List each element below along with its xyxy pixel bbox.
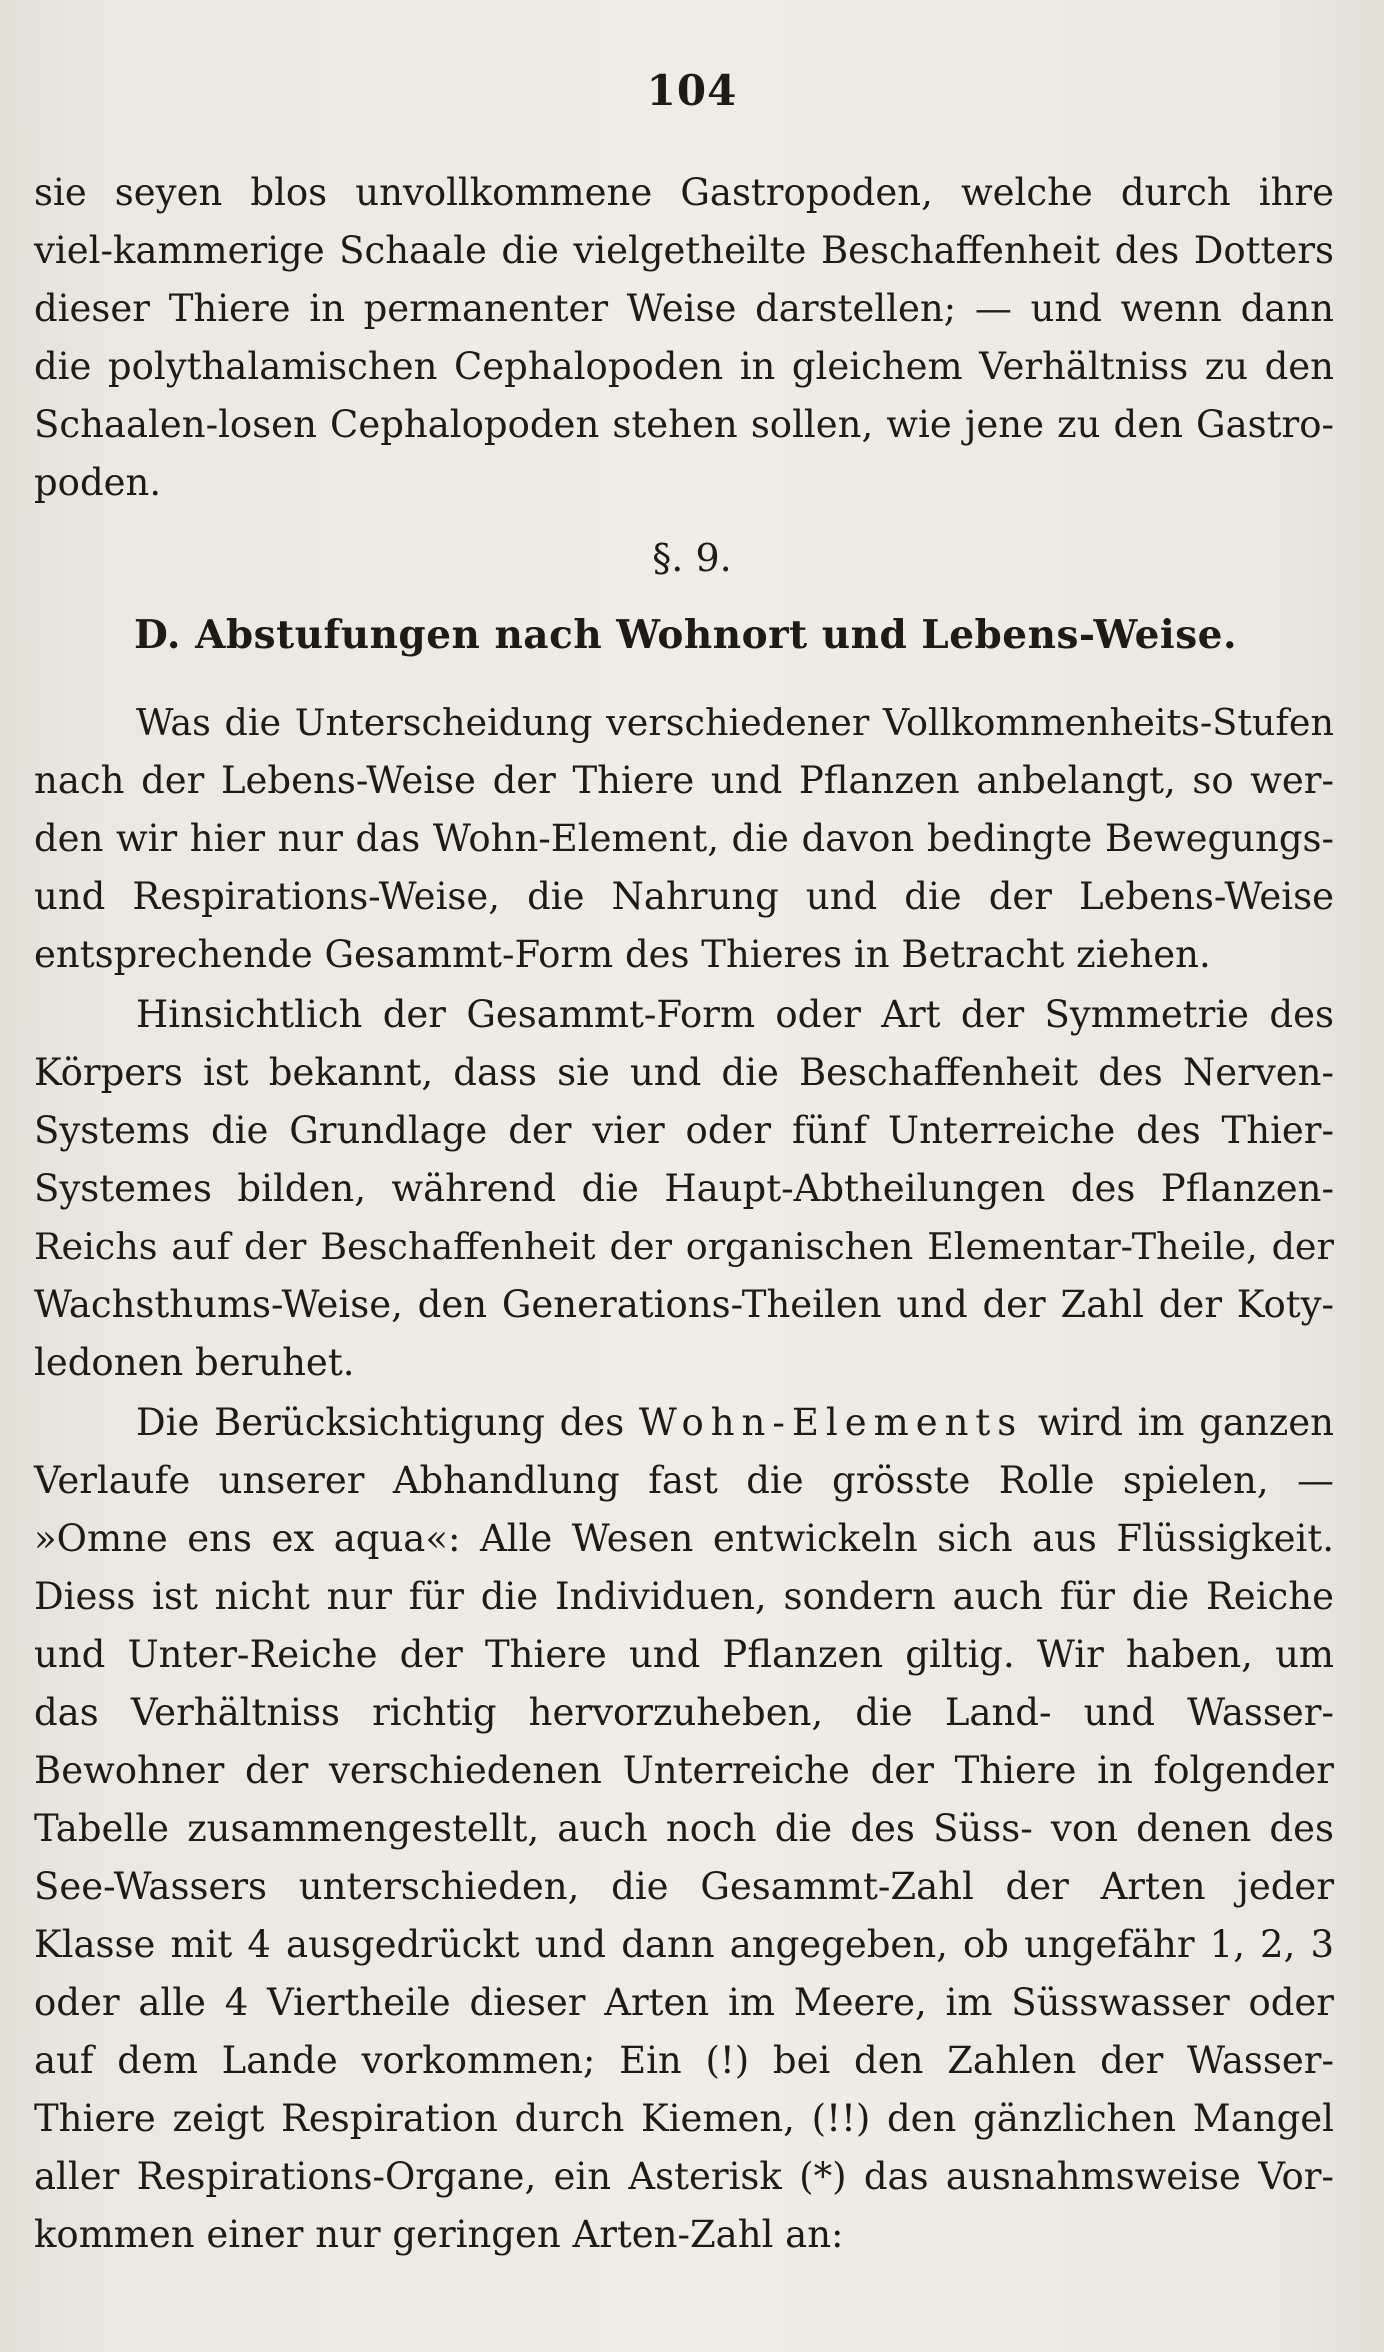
text-line: nach der Lebens-Weise der Thiere und Pflanzen anbelangt, so wer- [34,759,1334,802]
text-line: Systemes bilden, während die Haupt-Abtheilungen des Pflanzen- [34,1167,1334,1210]
text-line: Diess ist nicht nur für die Individuen, sondern auch für die Reiche [34,1575,1334,1618]
text-line: sie seyen blos unvollkommene Gastropoden, welche durch ihre [34,171,1334,214]
text-line: Reichs auf der Beschaffenheit der organischen Elementar-Theile, der [34,1225,1334,1268]
page-number: 104 [646,66,738,115]
text-line: Wachsthums-Weise, den Generations-Theilen und der Zahl der Koty- [34,1283,1334,1326]
text-line: auf dem Lande vorkommen; Ein (!) bei den Zahlen der Wasser- [34,2039,1334,2082]
section-heading: D. Abstufungen nach Wohnort und Lebens-Weise. [134,612,1238,658]
paragraph-1 [34,694,1334,984]
text-line: Bewohner der verschiedenen Unterreiche der Thiere in folgender [34,1749,1334,1792]
text-line: und Respirations-Weise, die Nahrung und die der Lebens-Weise [34,875,1334,918]
text-fragment: Die Berücksichtigung des [136,1401,625,1444]
text-fragment: wird im ganzen [1038,1401,1334,1444]
text-line: See-Wassers unterschieden, die Gesammt-Zahl der Arten jeder [34,1865,1334,1908]
text-line: Schaalen-losen Cephalopoden stehen sollen, wie jene zu den Gastro- [34,403,1334,446]
text-line: poden. [34,461,162,504]
paragraph-3 [34,1394,1334,2264]
text-line: Verlaufe unserer Abhandlung fast die grösste Rolle spielen, — [34,1459,1334,1502]
text-line: oder alle 4 Viertheile dieser Arten im Meere, im Süsswasser oder [34,1981,1334,2024]
text-line: viel-kammerige Schaale die vielgetheilte Beschaffenheit des Dotters [34,229,1334,272]
section-mark: §. 9. [652,536,732,580]
text-line: Körpers ist bekannt, dass sie und die Beschaffenheit des Nerven- [34,1051,1334,1094]
emphasized-term: Wohn-Elements [638,1401,1024,1444]
text-line: Was die Unterscheidung verschiedener Vollkommenheits-Stufen [136,701,1334,744]
text-line: die polythalamischen Cephalopoden in gleichem Verhältniss zu den [34,345,1334,388]
text-line: und Unter-Reiche der Thiere und Pflanzen giltig. Wir haben, um [34,1633,1334,1676]
text-line: das Verhältniss richtig hervorzuheben, die Land- und Wasser- [34,1691,1334,1734]
text-line: Systems die Grundlage der vier oder fünf Unterreiche des Thier- [34,1109,1334,1152]
text-line: Tabelle zusammengestellt, auch noch die des Süss- von denen des [34,1807,1334,1850]
text-line [34,1394,1334,1452]
text-line: »Omne ens ex aqua«: Alle Wesen entwickeln sich aus Flüssigkeit. [34,1517,1334,1560]
text-line: ledonen beruhet. [34,1341,355,1384]
text-line: Hinsichtlich der Gesammt-Form oder Art der Symmetrie des [136,993,1334,1036]
text-line: kommen einer nur geringen Arten-Zahl an: [34,2213,844,2256]
continued-paragraph [34,164,1334,512]
text-line: Thiere zeigt Respiration durch Kiemen, (!!) den gänzlichen Mangel [34,2097,1334,2140]
text-line: aller Respirations-Organe, ein Asterisk (*) das ausnahmsweise Vor- [34,2155,1334,2198]
paragraph-2 [34,986,1334,1392]
text-line: dieser Thiere in permanenter Weise darstellen; — und wenn dann [34,287,1334,330]
text-line: den wir hier nur das Wohn-Element, die davon bedingte Bewegungs- [34,817,1334,860]
text-line: entsprechende Gesammt-Form des Thieres in Betracht ziehen. [34,933,1211,976]
text-line: Klasse mit 4 ausgedrückt und dann angegeben, ob ungefähr 1, 2, 3 [34,1923,1334,1966]
